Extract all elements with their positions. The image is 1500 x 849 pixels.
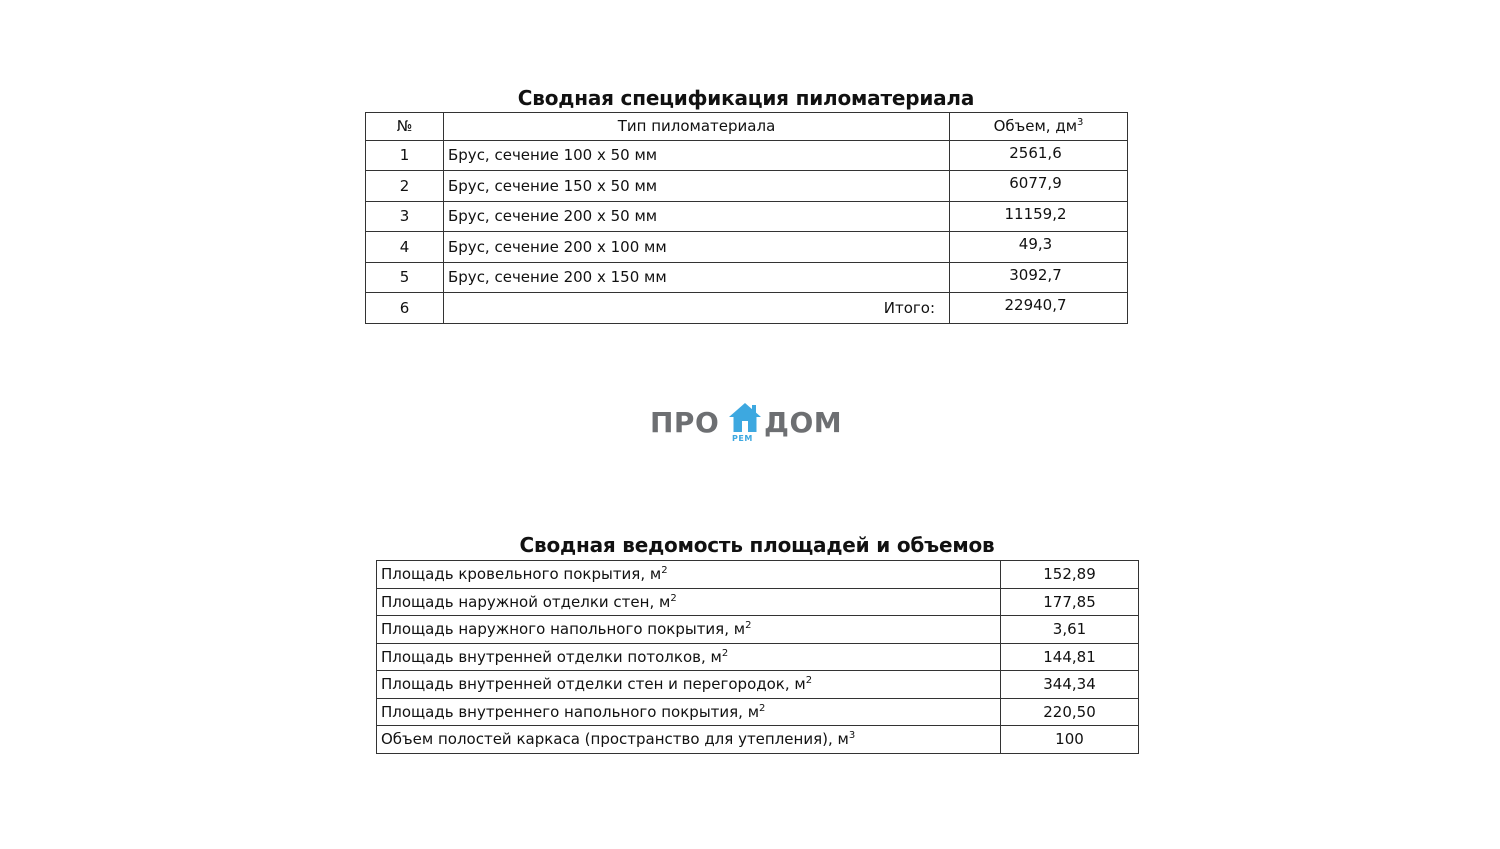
logo-word-left: ПРО [650, 406, 720, 439]
row-value: 100 [1001, 726, 1139, 754]
unit-sup: 2 [661, 565, 668, 577]
header-volume-unit-sup: 3 [1077, 117, 1084, 129]
logo-subtext: РЕМ [732, 434, 753, 443]
table-row [377, 671, 1139, 699]
table-row [377, 698, 1139, 726]
row-type: Брус, сечение 100 х 50 мм [444, 140, 950, 171]
unit-sup: 2 [670, 592, 677, 604]
spec-table-title: Сводная спецификация пиломатериала [517, 86, 975, 110]
table-row [377, 726, 1139, 754]
row-type: Брус, сечение 200 х 150 мм [444, 262, 950, 293]
house-icon [728, 402, 762, 434]
row-value: 152,89 [1001, 561, 1139, 589]
row-label [377, 671, 1001, 699]
row-label [377, 561, 1001, 589]
row-type: Брус, сечение 200 х 50 мм [444, 201, 950, 232]
table-header-row [366, 113, 1128, 141]
row-value: 344,34 [1001, 671, 1139, 699]
row-label-text: Площадь наружного напольного покрытия, м [381, 620, 746, 639]
row-num: 4 [366, 232, 444, 263]
table-row [377, 561, 1139, 589]
total-num: 6 [366, 293, 444, 324]
row-label [377, 616, 1001, 644]
table-row [366, 262, 1128, 293]
total-label: Итого: [444, 293, 950, 324]
row-label-text: Площадь внутренней отделки стен и перегородок, м [381, 675, 806, 694]
row-label-text: Площадь внутреннего напольного покрытия, м [381, 702, 760, 721]
unit-sup: 2 [759, 702, 766, 714]
unit-sup: 3 [848, 730, 856, 742]
total-volume: 22940,7 [950, 293, 1128, 324]
row-label [377, 643, 1001, 671]
row-num: 5 [366, 262, 444, 293]
row-type: Брус, сечение 200 х 100 мм [444, 232, 950, 263]
areas-volumes-table [376, 560, 1139, 754]
row-label-text: Площадь внутренней отделки потолков, м [381, 647, 722, 666]
table-total-row [366, 293, 1128, 324]
row-label [377, 726, 1001, 754]
header-volume [950, 113, 1128, 141]
table-row [377, 643, 1139, 671]
prorem-dom-logo [648, 402, 854, 448]
row-value: 144,81 [1001, 643, 1139, 671]
row-volume: 6077,9 [950, 171, 1128, 202]
row-volume: 49,3 [950, 232, 1128, 263]
header-volume-label: Объем, дм [993, 117, 1078, 136]
row-label-text: Площадь наружной отделки стен, м [381, 592, 671, 611]
row-num: 2 [366, 171, 444, 202]
unit-sup: 2 [721, 647, 729, 659]
row-value: 220,50 [1001, 698, 1139, 726]
row-volume: 3092,7 [950, 262, 1128, 293]
unit-sup: 2 [805, 675, 813, 687]
row-volume: 11159,2 [950, 201, 1128, 232]
table-row [377, 588, 1139, 616]
table-row [366, 232, 1128, 263]
row-volume: 2561,6 [950, 140, 1128, 171]
row-value: 3,61 [1001, 616, 1139, 644]
header-num: № [366, 113, 444, 141]
row-num: 3 [366, 201, 444, 232]
unit-sup: 2 [745, 620, 752, 632]
table-row [366, 201, 1128, 232]
lumber-spec-table [365, 112, 1128, 324]
logo-word-right: ДОМ [764, 406, 843, 439]
row-type: Брус, сечение 150 х 50 мм [444, 171, 950, 202]
row-label [377, 588, 1001, 616]
row-label [377, 698, 1001, 726]
row-num: 1 [366, 140, 444, 171]
table-row [366, 140, 1128, 171]
table-row [377, 616, 1139, 644]
row-value: 177,85 [1001, 588, 1139, 616]
row-label-text: Площадь кровельного покрытия, м [381, 565, 662, 584]
areas-table-title: Сводная ведомость площадей и объемов [519, 533, 995, 557]
table-row [366, 171, 1128, 202]
row-label-text: Объем полостей каркаса (пространство для утепления), м [381, 730, 849, 749]
header-type: Тип пиломатериала [444, 113, 950, 141]
